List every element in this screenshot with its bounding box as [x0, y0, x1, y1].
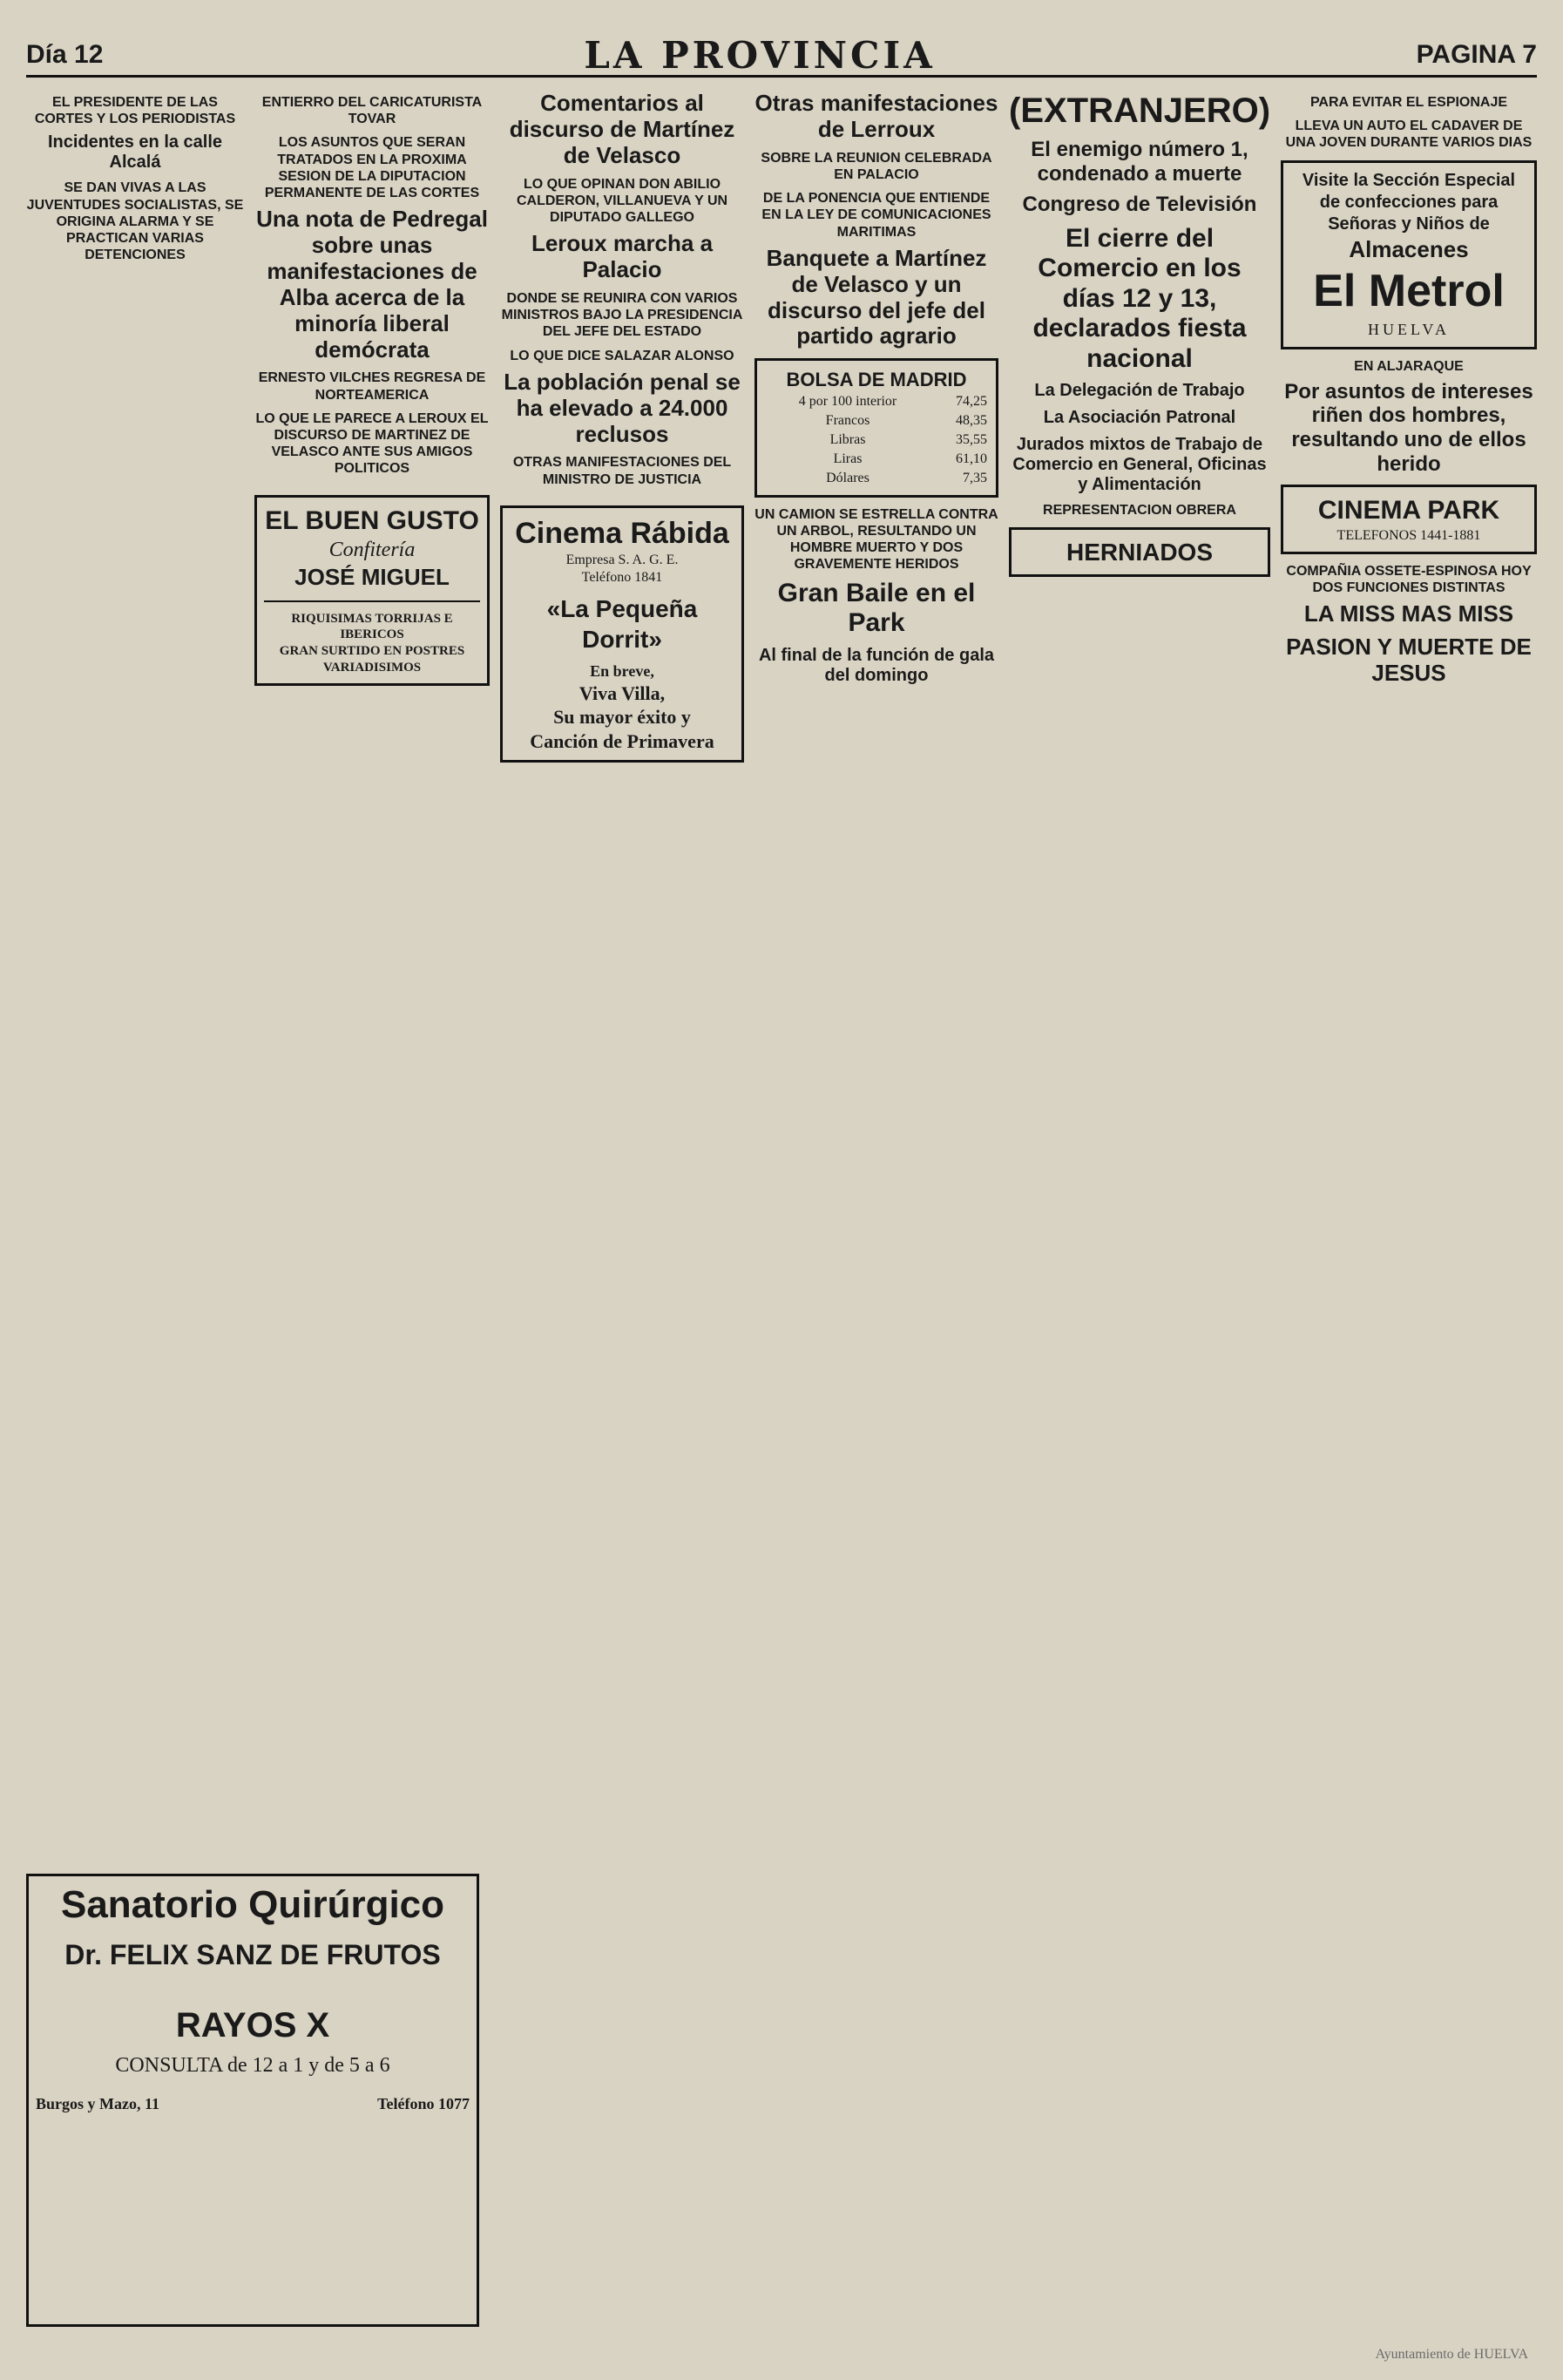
masthead: [26, 35, 1537, 78]
ad-doctor: Dr. FELIX SANZ DE FRUTOS: [64, 1939, 441, 1970]
column-5: [1009, 87, 1270, 2353]
headline: Gran Baile en el Park: [777, 578, 976, 638]
ad-subtitle: Empresa S. A. G. E.: [565, 553, 679, 568]
ad-line: Canción de Primavera: [530, 729, 714, 752]
ad-line: Viva Villa,: [579, 681, 666, 704]
headline: LA MISS MAS MISS: [1303, 600, 1514, 627]
ad-title: CINEMA PARK: [1317, 496, 1500, 525]
ad-phones: TELEFONOS 1441-1881: [1336, 527, 1481, 543]
headline: La población penal se ha elevado a 24.000 reclusos: [504, 368, 741, 447]
stock-row: [764, 411, 989, 431]
headline: Incidentes en la calle Alcalá: [47, 132, 223, 173]
ad-rayos: RAYOS X: [175, 2006, 330, 2044]
subheadline: REPRESENTACION OBRERA: [1043, 503, 1236, 519]
ad-line: En breve,: [590, 662, 654, 681]
headline: PARA EVITAR EL ESPIONAJE: [1309, 95, 1508, 110]
column-4: [754, 87, 998, 2353]
stock-row: [764, 450, 989, 469]
section-title: (EXTRANJERO): [1009, 92, 1271, 130]
headline: DE LA PONENCIA QUE ENTIENDE EN LA LEY DE COMUNICACIONES MARITIMAS: [761, 191, 991, 240]
headline: Otras manifestaciones de Lerroux: [754, 90, 998, 142]
headline: La Delegación de Trabajo: [1034, 381, 1245, 401]
stock-table: [764, 392, 989, 488]
subheadline: SE DAN VIVAS A LAS JUVENTUDES SOCIALISTAS, SE ORIGINA ALARMA Y SE PRACTICAN VARIAS DETENCIONES: [26, 180, 244, 263]
stock-label: Dólares: [826, 470, 869, 485]
ad-line: RIQUISIMAS TORRIJAS E IBERICOS: [291, 611, 453, 642]
ad-subtitle: Confitería: [328, 539, 416, 562]
headline: LO QUE LE PARECE A LEROUX EL DISCURSO DE MARTINEZ DE VELASCO ANTE SUS AMIGOS POLITICOS: [255, 410, 489, 477]
issue-day: Día 12: [26, 40, 104, 69]
stock-title: BOLSA DE MADRID: [786, 369, 967, 391]
stock-value: 48,35: [956, 412, 987, 428]
stock-row: [764, 392, 989, 411]
stock-row: [764, 469, 989, 488]
stock-label: 4 por 100 interior: [798, 393, 897, 409]
ad-phone: Teléfono 1841: [581, 570, 663, 586]
page-number: PAGINA 7: [1416, 40, 1537, 69]
headline: ERNESTO VILCHES REGRESA DE NORTEAMERICA: [258, 370, 486, 403]
headline: La Asociación Patronal: [1043, 408, 1236, 428]
subheadline: DONDE SE REUNIRA CON VARIOS MINISTROS BAJO LA PRESIDENCIA DEL JEFE DEL ESTADO: [501, 291, 743, 340]
column-3: [500, 87, 744, 2353]
stock-row: [764, 431, 989, 450]
stock-value: 74,25: [956, 393, 987, 409]
headline: LOS ASUNTOS QUE SERAN TRATADOS EN LA PROXIMA SESION DE LA DIPUTACION PERMANENTE DE LAS CORTES: [264, 135, 480, 200]
headline: Jurados mixtos de Trabajo de Comercio en General, Oficinas y Alimentación: [1012, 435, 1267, 495]
ad-brand-top: Almacenes: [1349, 235, 1469, 262]
ad-city: HUELVA: [1367, 321, 1450, 339]
headline: Comentarios al discurso de Martínez de Velasco: [509, 90, 735, 168]
ad-name: JOSÉ MIGUEL: [294, 564, 450, 591]
ad-cinema-rabida: [500, 505, 744, 763]
headline: Una nota de Pedregal sobre unas manifestaciones de Alba acerca de la minoría liberal demócrata: [256, 206, 488, 363]
headline: El enemigo número 1, condenado a muerte: [1031, 138, 1248, 186]
ad-title: Cinema Rábida: [515, 516, 729, 550]
subheadline: LO QUE OPINAN DON ABILIO CALDERON, VILLANUEVA Y UN DIPUTADO GALLEGO: [516, 176, 728, 226]
dateline: EN ALJARAQUE: [1354, 358, 1464, 374]
headline: PASION Y MUERTE DE JESUS: [1286, 633, 1532, 686]
ad-el-metrol: [1281, 160, 1537, 349]
subheadline: SOBRE LA REUNION CELEBRADA EN PALACIO: [761, 150, 992, 182]
column-2: [254, 87, 490, 1830]
stock-label: Liras: [833, 451, 863, 466]
ad-el-buen-gusto: [254, 495, 490, 686]
ad-cinema-park: [1281, 485, 1537, 554]
ad-herniados: [1009, 527, 1270, 577]
subheadline: Al final de la función de gala del domingo: [758, 645, 995, 685]
ad-phone: Teléfono 1077: [377, 2095, 470, 2112]
stock-value: 35,55: [956, 431, 987, 447]
ad-consulta: CONSULTA de 12 a 1 y de 5 a 6: [115, 2054, 390, 2077]
ad-line: Su mayor éxito y: [553, 706, 691, 729]
headline: UN CAMION SE ESTRELLA CONTRA UN ARBOL, RESULTANDO UN HOMBRE MUERTO Y DOS GRAVEMENTE HERIDOS: [754, 506, 998, 573]
stock-quotes: [754, 358, 998, 498]
headline: Por asuntos de intereses riñen dos hombres, resultando uno de ellos herido: [1284, 379, 1533, 476]
ad-title: Sanatorio Quirúrgico: [60, 1883, 445, 1926]
column-6: [1281, 87, 1537, 2353]
stock-label: Francos: [825, 412, 870, 428]
headline: COMPAÑIA OSSETE-ESPINOSA HOY DOS FUNCIONES DISTINTAS: [1286, 563, 1532, 595]
ad-title: EL BUEN GUSTO: [265, 505, 479, 535]
headline: Congreso de Televisión: [1022, 193, 1257, 217]
headline: LO QUE DICE SALAZAR ALONSO: [510, 348, 734, 363]
ad-address: Burgos y Mazo, 11: [36, 2095, 159, 2112]
ad-sanatorio: [26, 1874, 479, 2327]
headline: El cierre del Comercio en los días 12 y 13, declarados fiesta nacional: [1032, 223, 1247, 373]
ad-title: HERNIADOS: [1066, 539, 1213, 566]
ad-line: GRAN SURTIDO EN POSTRES VARIADISIMOS: [279, 644, 465, 675]
ad-pre: Visite la Sección Especial de confecciones para Señoras y Niños de: [1302, 170, 1516, 234]
ad-film: «La Pequeña Dorrit»: [546, 595, 698, 654]
archive-stamp: Ayuntamiento de HUELVA: [1375, 2347, 1528, 2362]
headline: LLEVA UN AUTO EL CADAVER DE UNA JOVEN DURANTE VARIOS DIAS: [1285, 119, 1533, 151]
newspaper-title: LA PROVINCIA: [584, 33, 936, 77]
ad-brand: El Metrol: [1313, 266, 1505, 317]
headline: Leroux marcha a Palacio: [531, 230, 714, 283]
stock-label: Libras: [829, 431, 866, 447]
stock-value: 7,35: [963, 470, 987, 485]
headline: ENTIERRO DEL CARICATURISTA TOVAR: [261, 95, 483, 127]
headline: EL PRESIDENTE DE LAS CORTES Y LOS PERIODISTAS: [34, 95, 236, 127]
subheadline: OTRAS MANIFESTACIONES DEL MINISTRO DE JUSTICIA: [512, 455, 732, 487]
stock-value: 61,10: [956, 451, 987, 466]
column-1: [26, 87, 244, 1830]
headline: Banquete a Martínez de Velasco y un discurso del jefe del partido agrario: [766, 244, 987, 349]
